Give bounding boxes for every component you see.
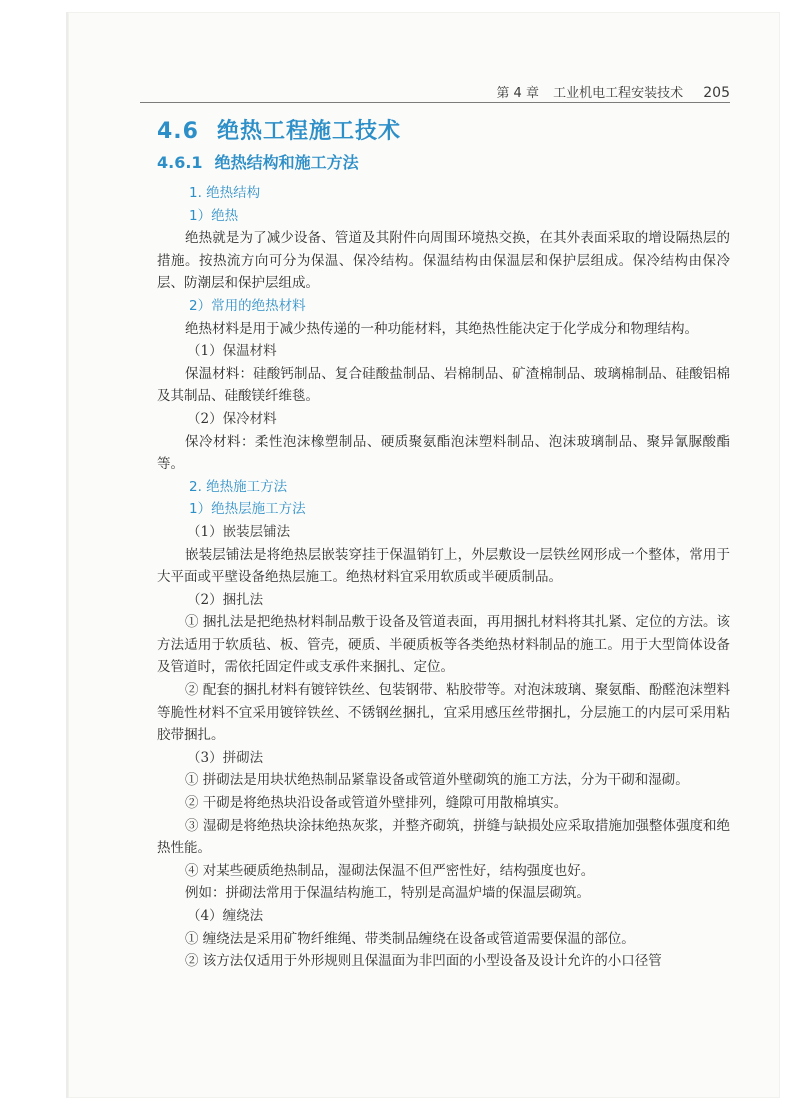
subsection-title: 绝热结构和施工方法 — [214, 153, 359, 172]
paragraph: 保冷材料：柔性泡沫橡塑制品、硬质聚氨酯泡沫塑料制品、泡沫玻璃制品、聚异氰脲酸酯等。 — [157, 433, 730, 473]
subheading: 1）绝热 — [189, 207, 239, 224]
subsection-heading — [157, 150, 359, 173]
paragraph: ① 捆扎法是把绝热材料制品敷于设备及管道表面，再用捆扎材料将其扎紧、定位的方法。该方法适用于软质毡、板、管壳，硬质、半硬质板等各类绝热材料制品的施工。用于大型筒体设备及管道时，需依托固定件或支承件来捆扎、定位。 — [157, 614, 730, 676]
section-number: 4.6 — [157, 119, 199, 144]
subsection-number: 4.6.1 — [157, 153, 203, 172]
item-heading: （1）嵌装层铺法 — [187, 523, 291, 540]
item-heading: （1）保温材料 — [187, 343, 277, 360]
paragraph: ② 该方法仅适用于外形规则且保温面为非凹面的小型设备及设计允许的小口径管 — [185, 953, 662, 970]
item-heading: （2）捆扎法 — [187, 591, 264, 608]
header-rule — [140, 102, 730, 103]
chapter-title: 工业机电工程安装技术 — [553, 86, 684, 101]
paragraph: ④ 对某些硬质绝热制品，湿砌法保温不但严密性好，结构强度也好。 — [185, 862, 595, 879]
paragraph: ① 缠绕法是采用矿物纤维绳、带类制品缠绕在设备或管道需要保温的部位。 — [185, 930, 635, 947]
subheading: 2）常用的绝热材料 — [189, 297, 306, 314]
subheading: 2. 绝热施工方法 — [189, 478, 288, 495]
paragraph: ③ 湿砌是将绝热块涂抹绝热灰浆，并整齐砌筑，拼缝与缺损处应采取措施加强整体强度和绝热性能。 — [157, 817, 730, 857]
item-heading: （4）缠绕法 — [187, 908, 264, 924]
page-number: 205 — [703, 85, 730, 101]
chapter-number: 第 4 章 — [496, 86, 539, 101]
paragraph: 例如：拼砌法常用于保温结构施工，特别是高温炉墙的保温层砌筑。 — [185, 885, 590, 902]
paragraph: ② 配套的捆扎材料有镀锌铁丝、包装钢带、粘胶带等。对泡沫玻璃、聚氨酯、酚醛泡沫塑料等脆性材料不宜采用镀锌铁丝、不锈钢丝捆扎，宜采用感压丝带捆扎，分层施工的内层可采用粘胶带捆扎。 — [157, 682, 730, 744]
item-heading: （2）保冷材料 — [187, 410, 277, 427]
subheading: 1）绝热层施工方法 — [189, 501, 306, 518]
section-heading — [157, 114, 401, 145]
paragraph: ① 拼砌法是用块状绝热制品紧靠设备或管道外壁砌筑的施工方法，分为干砌和湿砌。 — [185, 772, 689, 789]
paragraph: 保温材料：硅酸钙制品、复合硅酸盐制品、岩棉制品、矿渣棉制品、玻璃棉制品、硅酸铝棉及其制品、硅酸镁纤维毯。 — [157, 365, 730, 405]
paragraph: 嵌装层铺法是将绝热层嵌装穿挂于保温销钉上，外层敷设一层铁丝网形成一个整体，常用于大平面或平壁设备绝热层施工。绝热材料宜采用软质或半硬质制品。 — [157, 546, 730, 586]
body-text — [157, 182, 730, 973]
running-header — [140, 82, 730, 102]
item-heading: （3）拼砌法 — [187, 749, 264, 766]
paragraph: ② 干砌是将绝热块沿设备或管道外壁排列，缝隙可用散棉填实。 — [185, 795, 568, 812]
subheading: 1. 绝热结构 — [189, 185, 261, 201]
section-title: 绝热工程施工技术 — [216, 119, 401, 144]
paragraph: 绝热材料是用于减少热传递的一种功能材料，其绝热性能决定于化学成分和物理结构。 — [185, 320, 698, 337]
paragraph: 绝热就是为了减少设备、管道及其附件向周围环境热交换，在其外表面采取的增设隔热层的措施。按热流方向可分为保温、保冷结构。保温结构由保温层和保护层组成。保冷结构由保冷层、防潮层和保护层组成。 — [157, 230, 730, 292]
